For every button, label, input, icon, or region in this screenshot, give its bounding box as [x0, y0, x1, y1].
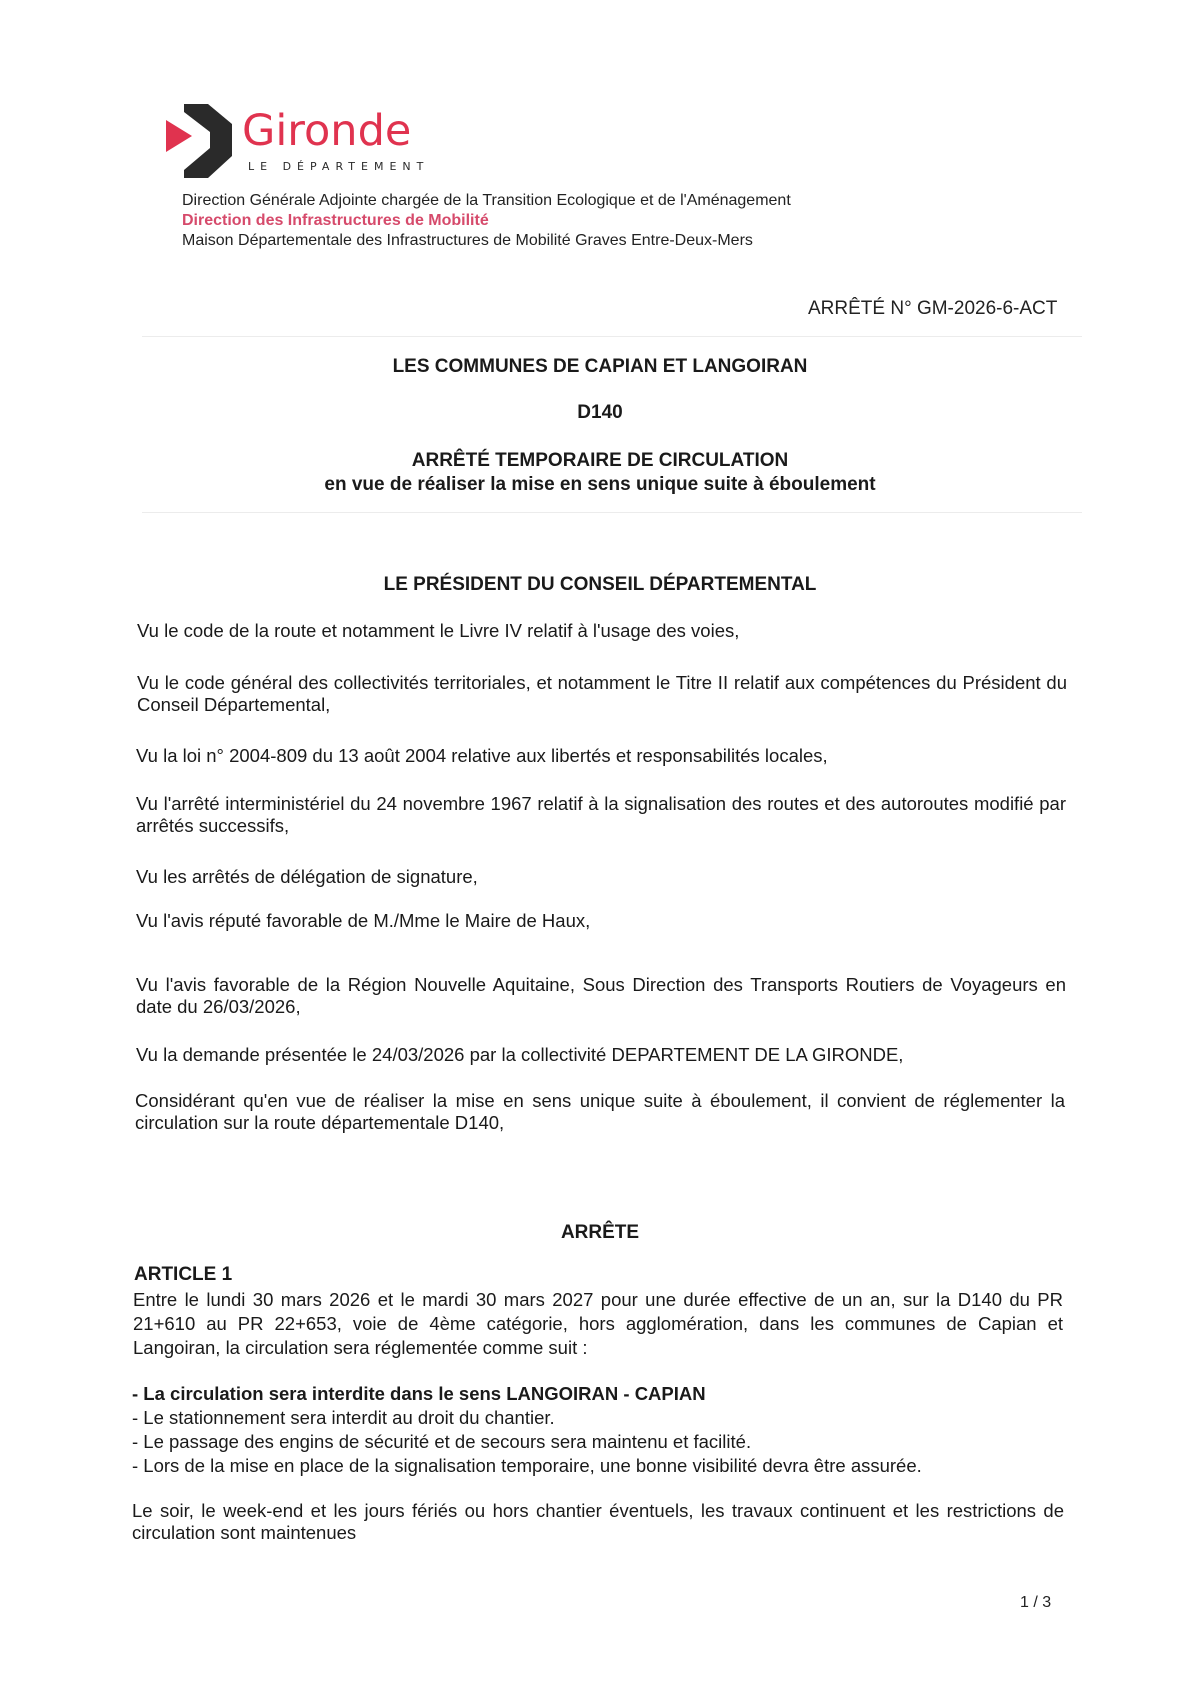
article-1-measures	[132, 1382, 922, 1478]
header-line-directorate-general: Direction Générale Adjointe chargée de la Transition Ecologique et de l'Aménagement	[182, 192, 791, 209]
article-1-body: Entre le lundi 30 mars 2026 et le mardi 30 mars 2027 pour une durée effective de un an, sur la D140 du PR 21+610 au PR 22+653, voie de 4ème catégorie, hors agglomération, dans les communes de Capian et Langoiran, la circulation sera réglementée comme suit :	[133, 1289, 1063, 1358]
title-road: D140	[577, 402, 623, 423]
consideration-9: Considérant qu'en vue de réaliser la mise en sens unique suite à éboulement, il convient de réglementer la circulation sur la route départementale D140,	[135, 1090, 1065, 1133]
title-type: ARRÊTÉ TEMPORAIRE DE CIRCULATION	[411, 450, 789, 471]
consideration-8: Vu la demande présentée le 24/03/2026 par la collectivité DEPARTEMENT DE LA GIRONDE,	[136, 1044, 904, 1065]
consideration-3: Vu la loi n° 2004-809 du 13 août 2004 relative aux libertés et responsabilités locales,	[136, 745, 828, 766]
header-line-directorate: Direction des Infrastructures de Mobilité	[182, 212, 489, 229]
gironde-chevron-logo-icon	[166, 104, 236, 180]
title-purpose: en vue de réaliser la mise en sens unique suite à éboulement	[324, 474, 876, 495]
gironde-logo	[166, 104, 456, 184]
title-communes: LES COMMUNES DE CAPIAN ET LANGOIRAN	[392, 356, 808, 377]
consideration-2: Vu le code général des collectivités territoriales, et notamment le Titre II relatif aux compétences du Président du Conseil Départemental,	[137, 672, 1067, 715]
consideration-4: Vu l'arrêté interministériel du 24 novembre 1967 relatif à la signalisation des routes et des autoroutes modifié par arrêtés successifs,	[136, 793, 1066, 836]
title-block	[130, 449, 1070, 497]
measure-item: - Le stationnement sera interdit au droit du chantier.	[132, 1407, 555, 1428]
measure-item: - Le passage des engins de sécurité et de secours sera maintenu et facilité.	[132, 1431, 752, 1452]
consideration-7: Vu l'avis favorable de la Région Nouvelle Aquitaine, Sous Direction des Transports Routiers de Voyageurs en date du 26/03/2026,	[136, 974, 1066, 1017]
consideration-1: Vu le code de la route et notamment le Livre IV relatif à l'usage des voies,	[137, 620, 740, 641]
article-1-title: ARTICLE 1	[134, 1264, 233, 1285]
logo-subtitle: LE DÉPARTEMENT	[248, 160, 430, 173]
authority-heading: LE PRÉSIDENT DU CONSEIL DÉPARTEMENTAL	[383, 574, 817, 595]
decision-heading: ARRÊTE	[560, 1222, 640, 1243]
arrete-number: ARRÊTÉ N° GM-2026-6-ACT	[808, 298, 1058, 319]
divider-top	[142, 336, 1082, 337]
consideration-6: Vu l'avis réputé favorable de M./Mme le Maire de Haux,	[136, 910, 591, 931]
measure-item: - Lors de la mise en place de la signalisation temporaire, une bonne visibilité devra être assurée.	[132, 1455, 922, 1476]
logo-wordmark: Gironde	[242, 106, 412, 156]
header-line-maison: Maison Départementale des Infrastructures de Mobilité Graves Entre-Deux-Mers	[182, 232, 753, 249]
page-number: 1 / 3	[1020, 1594, 1052, 1611]
consideration-5: Vu les arrêtés de délégation de signature,	[136, 866, 478, 887]
issuing-department	[182, 191, 791, 251]
measure-item: - La circulation sera interdite dans le sens LANGOIRAN - CAPIAN	[132, 1383, 706, 1404]
article-1-closing: Le soir, le week-end et les jours fériés ou hors chantier éventuels, les travaux continuent et les restrictions de circulation sont maintenues	[132, 1500, 1064, 1543]
divider-bottom	[142, 512, 1082, 513]
